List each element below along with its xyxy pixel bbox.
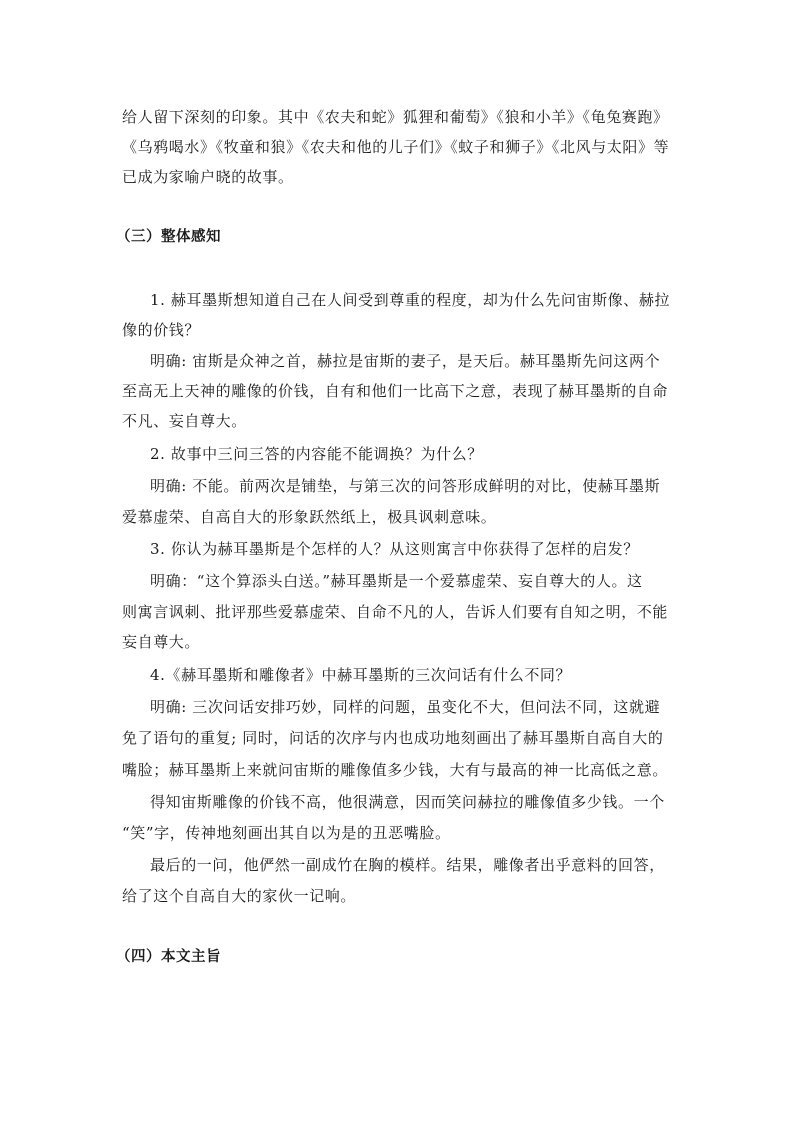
question-2: 2. 故事中三问三答的内容能不能调换？为什么？ [150, 445, 483, 463]
answer-1-line-2: 至高无上天神的雕像的价钱，自有和他们一比高下之意，表现了赫耳墨斯的自命 [122, 382, 669, 400]
answer-3-line-3: 妄自尊大。 [122, 633, 201, 651]
answer-4-line-3: 嘴脸；赫耳墨斯上来就问宙斯的雕像值多少钱，大有与最高的神一比高低之意。 [122, 761, 669, 779]
section-heading-4: （四）本文主旨 [116, 949, 221, 965]
answer-3-line-2: 则寓言讽刺、批评那些爱慕虚荣、自命不凡的人，告诉人们要有自知之明，不能 [122, 603, 669, 621]
answer-4-line-6: 最后的一问，他俨然一副成竹在胸的模样。结果，雕像者出乎意料的回答， [150, 856, 665, 874]
question-3: 3. 你认为赫耳墨斯是个怎样的人？从这则寓言中你获得了怎样的启发？ [150, 540, 639, 558]
question-4: 4.《赫耳墨斯和雕像者》中赫耳墨斯的三次问话有什么不同？ [150, 666, 572, 684]
intro-line-3: 已成为家喻户晓的故事。 [122, 168, 294, 186]
intro-line-1: 给人留下深刻的印象。其中《农夫和蛇》狐狸和葡萄》《狼和小羊》《龟兔赛跑》 [122, 108, 669, 126]
answer-4-line-7: 给了这个自高自大的家伙一记响。 [122, 887, 357, 905]
answer-4-line-1: 明确: 三次问话安排巧妙，同样的问题，虽变化不大，但问法不同，这就避 [150, 698, 661, 716]
answer-2-line-1: 明确: 不能。前两次是铺垫，与第三次的问答形成鲜明的对比，使赫耳墨斯 [150, 477, 661, 495]
answer-1-line-1: 明确: 宙斯是众神之首，赫拉是宙斯的妻子，是天后。赫耳墨斯先问这两个 [150, 352, 661, 370]
answer-4-line-4: 得知宙斯雕像的价钱不高，他很满意，因而笑问赫拉的雕像值多少钱。一个 [150, 793, 665, 811]
answer-4-line-5: “笑”字，传神地刻画出其自以为是的丑恶嘴脸。 [122, 824, 451, 842]
answer-4-line-2: 免了语句的重复; 同时，问话的次序与内也成功地刻画出了赫耳墨斯自高自大的 [122, 729, 664, 747]
answer-1-line-3: 不凡、妄自尊大。 [122, 412, 247, 430]
section-heading-3: （三）整体感知 [116, 229, 221, 245]
answer-2-line-2: 爱慕虚荣、自高自大的形象跃然纸上，极具讽刺意味。 [122, 508, 497, 526]
question-1-line-1: 1. 赫耳墨斯想知道自己在人间受到尊重的程度，却为什么先问宙斯像、赫拉 [150, 291, 671, 309]
question-1-line-2: 像的价钱？ [122, 321, 201, 339]
answer-3-line-1: 明确：“这个算添头白送。”赫耳墨斯是一个爱慕虚荣、妄自尊大的人。这 [150, 572, 643, 590]
intro-line-2: 《乌鸦喝水》《牧童和狼》《农夫和他的儿子们》《蚊子和狮子》《北风与太阳》等 [122, 138, 670, 156]
